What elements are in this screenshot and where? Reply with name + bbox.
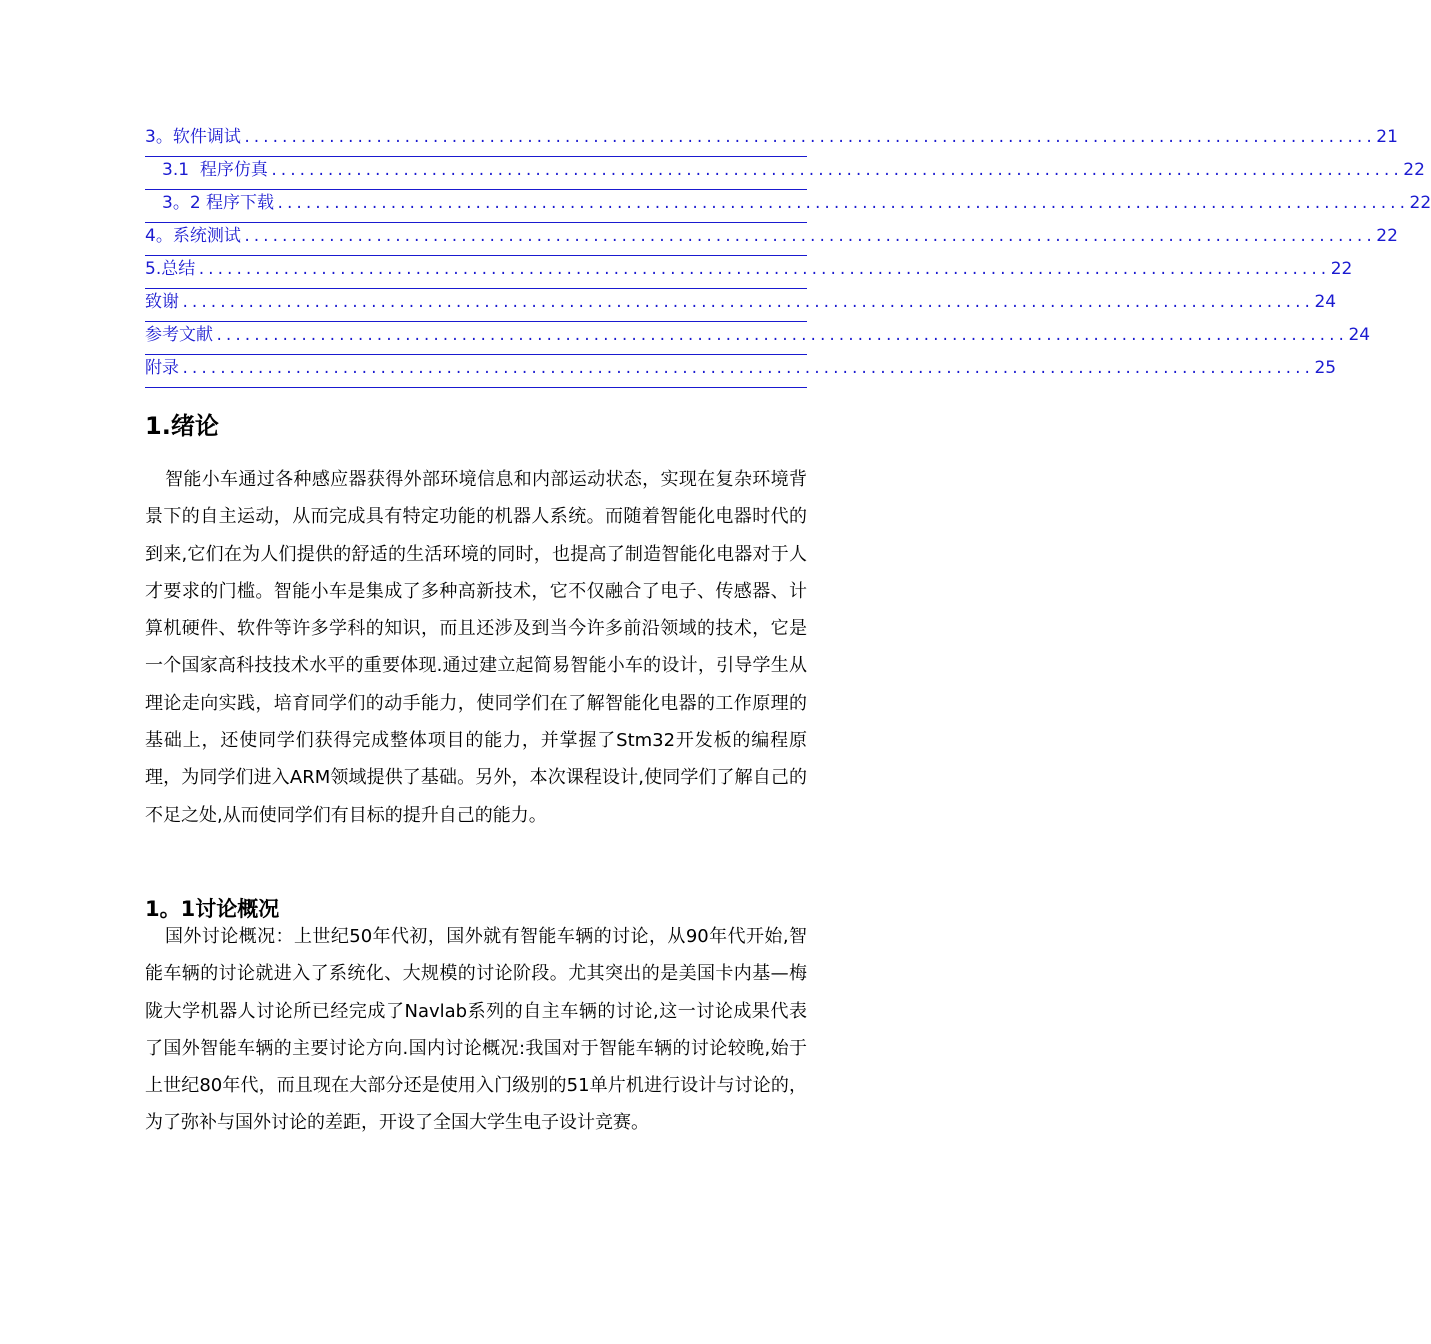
toc-leader-dots: ........................................................................................................................	[242, 229, 1375, 245]
toc-page-number: 22	[1409, 193, 1431, 213]
toc-leader-dots: ........................................................................................................................	[276, 196, 1408, 212]
toc-item-appendix[interactable]	[145, 355, 1337, 388]
toc-leader-dots: ........................................................................................................................	[242, 130, 1375, 146]
toc-page-number: 22	[1403, 160, 1425, 180]
toc-item-program-simulation[interactable]	[145, 157, 1425, 190]
toc-page-number: 22	[1330, 259, 1353, 279]
toc-item-system-test[interactable]	[145, 223, 1398, 256]
toc-item-summary[interactable]	[145, 256, 1353, 289]
toc-label: 3.1 程序仿真	[162, 160, 268, 180]
toc-item-program-download[interactable]	[145, 190, 1431, 223]
toc-label: 3。软件调试	[145, 127, 241, 147]
toc-leader-dots: ........................................................................................................................	[197, 262, 1329, 278]
toc-item-software-debug[interactable]	[145, 124, 1398, 157]
toc-page-number: 21	[1376, 127, 1398, 147]
toc-page-number: 25	[1314, 358, 1337, 378]
toc-leader-dots: ........................................................................................................................	[181, 361, 1313, 377]
toc-item-references[interactable]	[145, 322, 1371, 355]
section-heading-introduction: 1.绪论	[145, 412, 219, 440]
toc-label: 5.总结	[145, 259, 196, 279]
toc-page-number: 24	[1314, 292, 1337, 312]
toc-leader-dots: ........................................................................................................................	[181, 295, 1313, 311]
introduction-paragraph: 智能小车通过各种感应器获得外部环境信息和内部运动状态，实现在复杂环境背景下的自主运动，从而完成具有特定功能的机器人系统。而随着智能化电器时代的到来,它们在为人们提供的舒适的生活环境的同时，也提高了制造智能化电器对于人才要求的门槛。智能小车是集成了多种高新技术，它不仅融合了电子、传感器、计算机硬件、软件等许多学科的知识，而且还涉及到当今许多前沿领域的技术，它是一个国家高科技技术水平的重要体现.通过建立起简易智能小车的设计，引导学生从理论走向实践，培育同学们的动手能力，使同学们在了解智能化电器的工作原理的基础上，还使同学们获得完成整体项目的能力，并掌握了Stm32开发板的编程原理，为同学们进入ARM领域提供了基础。另外，本次课程设计,使同学们了解自己的不足之处,从而使同学们有目标的提升自己的能力。	[145, 469, 807, 826]
toc-leader-dots: ........................................................................................................................	[215, 328, 1347, 344]
toc-leader-dots: ........................................................................................................................	[269, 163, 1402, 179]
toc-label: 参考文献	[145, 325, 213, 345]
toc-item-acknowledgement[interactable]	[145, 289, 1337, 322]
toc-label: 3。2 程序下载	[162, 193, 275, 213]
toc-page-number: 24	[1348, 325, 1371, 345]
table-of-contents	[145, 124, 1431, 388]
toc-label: 附录	[145, 358, 179, 378]
toc-label: 致谢	[145, 292, 179, 312]
toc-page-number: 22	[1376, 226, 1398, 246]
research-overview-paragraph: 国外讨论概况：上世纪50年代初，国外就有智能车辆的讨论，从90年代开始,智能车辆的讨论就进入了系统化、大规模的讨论阶段。尤其突出的是美国卡内基—梅陇大学机器人讨论所已经完成了Navlab系列的自主车辆的讨论,这一讨论成果代表了国外智能车辆的主要讨论方向.国内讨论概况:我国对于智能车辆的讨论较晚,始于上世纪80年代，而且现在大部分还是使用入门级别的51单片机进行设计与讨论的，为了弥补与国外讨论的差距，开设了全国大学生电子设计竞赛。	[145, 926, 807, 1134]
toc-label: 4。系统测试	[145, 226, 241, 246]
section-heading-research-overview: 1。1讨论概况	[145, 897, 280, 921]
